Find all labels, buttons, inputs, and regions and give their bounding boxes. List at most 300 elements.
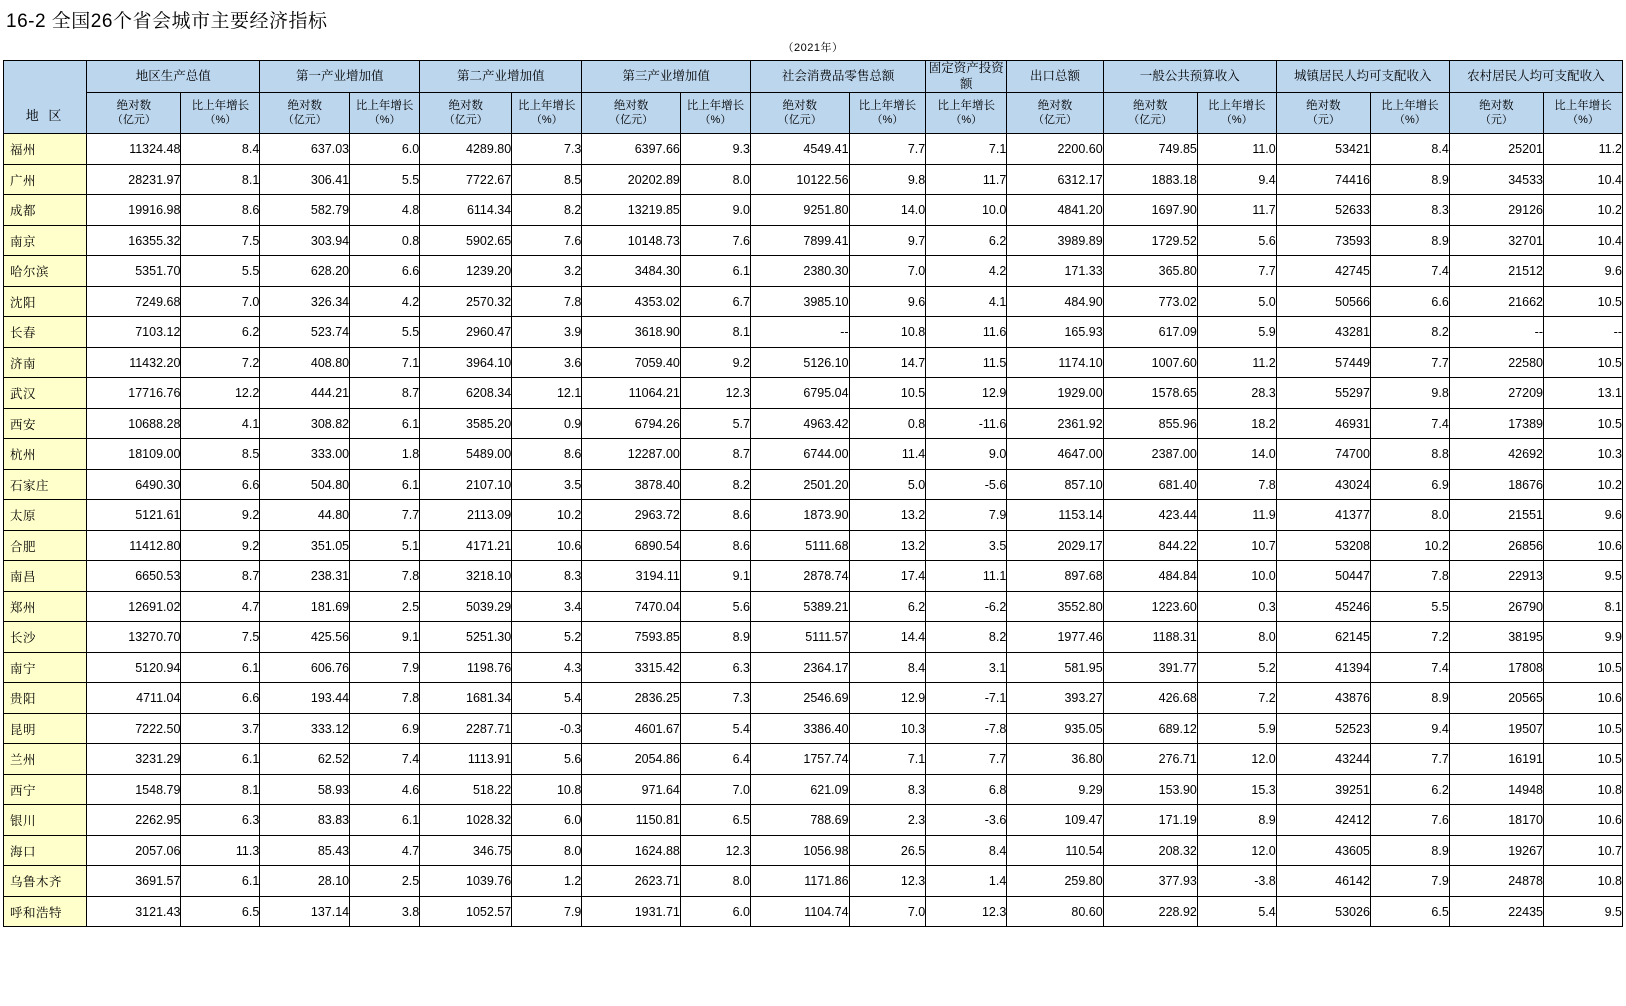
table-cell: 13270.70 [87, 622, 181, 653]
row-region-label: 海口 [4, 835, 87, 866]
table-cell: 17389 [1449, 408, 1543, 439]
table-cell: 10.0 [1197, 561, 1276, 592]
table-cell: 3585.20 [420, 408, 512, 439]
table-cell: 5126.10 [751, 347, 850, 378]
header-sub-row [4, 93, 1623, 134]
table-cell: 20565 [1449, 683, 1543, 714]
table-cell: 1052.57 [420, 896, 512, 927]
table-cell: 7.6 [1370, 805, 1449, 836]
row-region-label: 贵阳 [4, 683, 87, 714]
sub-label: 比上年增长 [937, 100, 996, 113]
table-cell: 4601.67 [582, 713, 681, 744]
table-cell: 3484.30 [582, 256, 681, 287]
table-row [4, 683, 1623, 714]
table-cell: 1929.00 [1007, 378, 1103, 409]
table-cell: 10.5 [1543, 744, 1622, 775]
table-cell: 6.3 [181, 805, 260, 836]
table-row [4, 896, 1623, 927]
table-cell: 6.5 [680, 805, 750, 836]
sub-label: 绝对数 [448, 100, 483, 113]
table-cell: 1171.86 [751, 866, 850, 897]
table-cell: 5039.29 [420, 591, 512, 622]
sub-unit: （亿元） [777, 113, 822, 126]
row-region-label: 昆明 [4, 713, 87, 744]
table-cell: 2878.74 [751, 561, 850, 592]
table-cell: 7059.40 [582, 347, 681, 378]
table-cell: 18676 [1449, 469, 1543, 500]
table-cell: 9.6 [1543, 500, 1622, 531]
table-cell: -11.6 [926, 408, 1007, 439]
table-cell: 7.4 [350, 744, 420, 775]
table-cell: 18.2 [1197, 408, 1276, 439]
table-cell: 3985.10 [751, 286, 850, 317]
table-row [4, 744, 1623, 775]
table-cell: 171.19 [1103, 805, 1197, 836]
table-cell: 259.80 [1007, 866, 1103, 897]
row-region-label: 济南 [4, 347, 87, 378]
table-cell: 21551 [1449, 500, 1543, 531]
table-cell: 6.9 [350, 713, 420, 744]
table-cell: 6.1 [181, 744, 260, 775]
header-group-gdp: 地区生产总值 [87, 61, 260, 93]
table-cell: 9.29 [1007, 774, 1103, 805]
table-cell: 5.4 [1197, 896, 1276, 927]
table-cell: 749.85 [1103, 134, 1197, 165]
table-cell: 9.4 [1197, 164, 1276, 195]
sub-unit: （亿元） [282, 113, 327, 126]
table-row [4, 622, 1623, 653]
table-cell: 34533 [1449, 164, 1543, 195]
header-sub-secondary-growth [512, 93, 582, 134]
table-cell: 1174.10 [1007, 347, 1103, 378]
table-cell: 19267 [1449, 835, 1543, 866]
table-row [4, 408, 1623, 439]
table-cell: 19916.98 [87, 195, 181, 226]
table-cell: 7249.68 [87, 286, 181, 317]
table-cell: 8.9 [1370, 835, 1449, 866]
table-cell: 7.8 [1370, 561, 1449, 592]
table-cell: 24878 [1449, 866, 1543, 897]
table-cell: 346.75 [420, 835, 512, 866]
table-cell: 2546.69 [751, 683, 850, 714]
table-cell: 11.2 [1197, 347, 1276, 378]
table-cell: 3.8 [350, 896, 420, 927]
table-row [4, 439, 1623, 470]
table-cell: 6.1 [680, 256, 750, 287]
table-cell: 3691.57 [87, 866, 181, 897]
table-cell: 7.9 [1370, 866, 1449, 897]
table-cell: 14.0 [849, 195, 926, 226]
header-sub-tertiary-abs [582, 93, 681, 134]
sub-unit: （亿元） [443, 113, 488, 126]
table-cell: 1873.90 [751, 500, 850, 531]
table-cell: 2960.47 [420, 317, 512, 348]
table-cell: 2262.95 [87, 805, 181, 836]
table-cell: 11.6 [926, 317, 1007, 348]
table-cell: 17808 [1449, 652, 1543, 683]
sub-label: 绝对数 [116, 100, 152, 113]
table-cell: 8.1 [181, 164, 260, 195]
sub-label: 比上年增长 [191, 100, 250, 113]
table-row [4, 500, 1623, 531]
sub-label: 比上年增长 [518, 100, 576, 113]
table-cell: 171.33 [1007, 256, 1103, 287]
table-cell: 3989.89 [1007, 225, 1103, 256]
table-cell: 12.0 [1197, 835, 1276, 866]
table-cell: 10.6 [1543, 805, 1622, 836]
table-cell: 11.2 [1543, 134, 1622, 165]
row-region-label: 成都 [4, 195, 87, 226]
table-cell: 7.1 [926, 134, 1007, 165]
table-cell: 7.2 [1197, 683, 1276, 714]
table-cell: 1150.81 [582, 805, 681, 836]
header-sub-urban-income-growth [1370, 93, 1449, 134]
table-cell: 43024 [1276, 469, 1370, 500]
table-cell: 10.5 [1543, 408, 1622, 439]
table-cell: 7.4 [1370, 256, 1449, 287]
table-cell: 3.9 [512, 317, 582, 348]
table-cell: 53421 [1276, 134, 1370, 165]
table-cell: 2836.25 [582, 683, 681, 714]
table-cell: 238.31 [260, 561, 350, 592]
table-cell: 2387.00 [1103, 439, 1197, 470]
table-cell: 3218.10 [420, 561, 512, 592]
header-sub-retail-growth [849, 93, 926, 134]
header-sub-gdp-growth [181, 93, 260, 134]
table-cell: 165.93 [1007, 317, 1103, 348]
table-cell: 9.1 [680, 561, 750, 592]
table-cell: 7722.67 [420, 164, 512, 195]
table-cell: 4.3 [512, 652, 582, 683]
table-cell: 4171.21 [420, 530, 512, 561]
table-cell: 7.9 [350, 652, 420, 683]
table-cell: 11.7 [926, 164, 1007, 195]
table-cell: 8.8 [1370, 439, 1449, 470]
row-region-label: 呼和浩特 [4, 896, 87, 927]
table-cell: 7222.50 [87, 713, 181, 744]
table-cell: 7.7 [1197, 256, 1276, 287]
table-cell: 7.7 [350, 500, 420, 531]
table-cell: 6.2 [181, 317, 260, 348]
table-cell: -- [1449, 317, 1543, 348]
table-cell: 5.5 [350, 317, 420, 348]
header-sub-primary-abs [260, 93, 350, 134]
sub-unit: （%） [871, 113, 904, 126]
table-cell: 62145 [1276, 622, 1370, 653]
table-cell: 7.9 [512, 896, 582, 927]
sub-label: 绝对数 [287, 100, 322, 113]
header-sub-exports-abs [1007, 93, 1103, 134]
table-cell: 10.4 [1543, 164, 1622, 195]
table-cell: 8.2 [1370, 317, 1449, 348]
table-cell: 8.6 [181, 195, 260, 226]
table-cell: 10.2 [512, 500, 582, 531]
table-cell: 857.10 [1007, 469, 1103, 500]
sub-label: 绝对数 [1306, 100, 1341, 113]
table-cell: 0.9 [512, 408, 582, 439]
table-cell: 14.7 [849, 347, 926, 378]
table-cell: 58.93 [260, 774, 350, 805]
table-cell: 5.5 [350, 164, 420, 195]
table-cell: 41377 [1276, 500, 1370, 531]
table-cell: 365.80 [1103, 256, 1197, 287]
table-row [4, 134, 1623, 165]
table-cell: 484.90 [1007, 286, 1103, 317]
table-cell: 14948 [1449, 774, 1543, 805]
table-cell: 333.00 [260, 439, 350, 470]
header-sub-retail-abs [751, 93, 850, 134]
table-cell: 1.8 [350, 439, 420, 470]
table-cell: 3552.80 [1007, 591, 1103, 622]
table-cell: 10.5 [1543, 347, 1622, 378]
header-group-row [4, 61, 1623, 93]
table-cell: 935.05 [1007, 713, 1103, 744]
table-cell: 9.5 [1543, 561, 1622, 592]
table-cell: -6.2 [926, 591, 1007, 622]
table-cell: 22913 [1449, 561, 1543, 592]
table-cell: 303.94 [260, 225, 350, 256]
table-cell: 5351.70 [87, 256, 181, 287]
table-cell: 21512 [1449, 256, 1543, 287]
table-cell: 773.02 [1103, 286, 1197, 317]
table-cell: 46931 [1276, 408, 1370, 439]
table-cell: -3.6 [926, 805, 1007, 836]
table-cell: 10.8 [1543, 774, 1622, 805]
table-cell: 3194.11 [582, 561, 681, 592]
table-cell: 276.71 [1103, 744, 1197, 775]
table-cell: 423.44 [1103, 500, 1197, 531]
table-cell: 43605 [1276, 835, 1370, 866]
table-cell: 12.3 [680, 835, 750, 866]
table-cell: 11.7 [1197, 195, 1276, 226]
table-row [4, 713, 1623, 744]
table-cell: 1931.71 [582, 896, 681, 927]
table-cell: 621.09 [751, 774, 850, 805]
table-cell: 7.5 [181, 622, 260, 653]
table-cell: 8.6 [512, 439, 582, 470]
row-region-label: 南昌 [4, 561, 87, 592]
table-cell: 3878.40 [582, 469, 681, 500]
table-cell: 6.5 [181, 896, 260, 927]
table-cell: 14.4 [849, 622, 926, 653]
table-cell: 7.5 [181, 225, 260, 256]
table-cell: 7.9 [926, 500, 1007, 531]
table-cell: 4.1 [181, 408, 260, 439]
table-cell: 6.0 [680, 896, 750, 927]
table-cell: 50447 [1276, 561, 1370, 592]
table-cell: 9.5 [1543, 896, 1622, 927]
table-cell: 12.0 [1197, 744, 1276, 775]
table-cell: 8.3 [849, 774, 926, 805]
table-cell: 3386.40 [751, 713, 850, 744]
table-cell: 6.3 [680, 652, 750, 683]
header-sub-secondary-abs [420, 93, 512, 134]
table-cell: 25201 [1449, 134, 1543, 165]
table-cell: 7.2 [1370, 622, 1449, 653]
table-cell: 228.92 [1103, 896, 1197, 927]
table-cell: 6.8 [926, 774, 1007, 805]
table-head [4, 61, 1623, 134]
table-cell: 4.2 [926, 256, 1007, 287]
table-cell: 52633 [1276, 195, 1370, 226]
table-cell: 9.0 [926, 439, 1007, 470]
table-cell: 326.34 [260, 286, 350, 317]
table-cell: 2963.72 [582, 500, 681, 531]
table-cell: 5489.00 [420, 439, 512, 470]
table-cell: 5902.65 [420, 225, 512, 256]
header-group-urban-income: 城镇居民人均可支配收入 [1276, 61, 1449, 93]
table-cell: 73593 [1276, 225, 1370, 256]
row-region-label: 合肥 [4, 530, 87, 561]
table-cell: 208.32 [1103, 835, 1197, 866]
table-cell: 2501.20 [751, 469, 850, 500]
table-cell: 1153.14 [1007, 500, 1103, 531]
table-cell: 1007.60 [1103, 347, 1197, 378]
table-cell: 484.84 [1103, 561, 1197, 592]
table-cell: 4841.20 [1007, 195, 1103, 226]
table-row [4, 591, 1623, 622]
table-cell: 4.2 [350, 286, 420, 317]
table-cell: 897.68 [1007, 561, 1103, 592]
table-cell: 2057.06 [87, 835, 181, 866]
table-cell: 36.80 [1007, 744, 1103, 775]
table-cell: 5.6 [1197, 225, 1276, 256]
table-cell: 4.8 [350, 195, 420, 226]
table-cell: 5389.21 [751, 591, 850, 622]
table-row [4, 225, 1623, 256]
table-cell: 4.7 [350, 835, 420, 866]
header-group-tertiary-industry: 第三产业增加值 [582, 61, 751, 93]
table-cell: 1548.79 [87, 774, 181, 805]
row-region-label: 南宁 [4, 652, 87, 683]
table-cell: 7.6 [680, 225, 750, 256]
table-cell: 20202.89 [582, 164, 681, 195]
row-region-label: 兰州 [4, 744, 87, 775]
table-cell: 7.0 [181, 286, 260, 317]
table-cell: 43876 [1276, 683, 1370, 714]
table-cell: 582.79 [260, 195, 350, 226]
table-cell: 1.2 [512, 866, 582, 897]
table-cell: 4.7 [181, 591, 260, 622]
sub-label: 比上年增长 [355, 100, 414, 113]
table-cell: 38195 [1449, 622, 1543, 653]
table-cell: 8.6 [680, 530, 750, 561]
table-cell: 4647.00 [1007, 439, 1103, 470]
table-cell: 5.6 [680, 591, 750, 622]
sub-label: 绝对数 [613, 100, 649, 113]
table-cell: 4353.02 [582, 286, 681, 317]
header-group-secondary-industry: 第二产业增加值 [420, 61, 582, 93]
table-cell: 6.5 [1370, 896, 1449, 927]
table-cell: 5.2 [512, 622, 582, 653]
sub-label: 绝对数 [1479, 100, 1514, 113]
header-sub-rural-income-abs [1449, 93, 1543, 134]
table-cell: 4.1 [926, 286, 1007, 317]
sub-unit: （亿元） [1032, 113, 1077, 126]
table-cell: 681.40 [1103, 469, 1197, 500]
table-cell: 689.12 [1103, 713, 1197, 744]
table-cell: 6.1 [181, 866, 260, 897]
table-cell: 788.69 [751, 805, 850, 836]
table-cell: 2364.17 [751, 652, 850, 683]
sub-unit: （%） [699, 113, 732, 126]
table-cell: 10.7 [1197, 530, 1276, 561]
table-row [4, 774, 1623, 805]
table-cell: 17.4 [849, 561, 926, 592]
table-cell: 306.41 [260, 164, 350, 195]
table-row [4, 164, 1623, 195]
table-cell: 1104.74 [751, 896, 850, 927]
table-cell: 1239.20 [420, 256, 512, 287]
table-cell: 17716.76 [87, 378, 181, 409]
table-row [4, 652, 1623, 683]
row-region-label: 银川 [4, 805, 87, 836]
table-cell: 6208.34 [420, 378, 512, 409]
header-sub-gdp-abs [87, 93, 181, 134]
table-row [4, 835, 1623, 866]
table-cell: 408.80 [260, 347, 350, 378]
table-cell: 8.3 [512, 561, 582, 592]
table-cell: 109.47 [1007, 805, 1103, 836]
table-cell: 43281 [1276, 317, 1370, 348]
row-region-label: 沈阳 [4, 286, 87, 317]
table-cell: 8.9 [1370, 683, 1449, 714]
table-cell: 7.0 [849, 896, 926, 927]
sub-unit: （元） [1306, 113, 1340, 126]
table-cell: 581.95 [1007, 652, 1103, 683]
table-cell: 7.1 [849, 744, 926, 775]
table-cell: 2200.60 [1007, 134, 1103, 165]
table-cell: -- [1543, 317, 1622, 348]
table-cell: 6.7 [680, 286, 750, 317]
table-cell: 0.3 [1197, 591, 1276, 622]
table-cell: 85.43 [260, 835, 350, 866]
row-region-label: 南京 [4, 225, 87, 256]
table-cell: 10.2 [1543, 195, 1622, 226]
table-cell: 9.4 [1370, 713, 1449, 744]
table-cell: 22435 [1449, 896, 1543, 927]
table-cell: 10.5 [1543, 652, 1622, 683]
sub-label: 比上年增长 [1554, 100, 1612, 113]
table-cell: 29126 [1449, 195, 1543, 226]
table-cell: 7.4 [1370, 652, 1449, 683]
table-cell: 41394 [1276, 652, 1370, 683]
header-group-primary-industry: 第一产业增加值 [260, 61, 420, 93]
table-cell: 6490.30 [87, 469, 181, 500]
table-cell: 2361.92 [1007, 408, 1103, 439]
sub-label: 绝对数 [1037, 100, 1073, 113]
table-cell: 1198.76 [420, 652, 512, 683]
table-cell: 4549.41 [751, 134, 850, 165]
table-row [4, 347, 1623, 378]
table-cell: 2.3 [849, 805, 926, 836]
table-cell: 425.56 [260, 622, 350, 653]
table-cell: 3.4 [512, 591, 582, 622]
table-cell: 50566 [1276, 286, 1370, 317]
table-cell: 7.7 [926, 744, 1007, 775]
table-cell: 10.2 [1370, 530, 1449, 561]
table-cell: 42745 [1276, 256, 1370, 287]
table-cell: 12.3 [680, 378, 750, 409]
table-cell: 6.6 [1370, 286, 1449, 317]
header-sub-tertiary-growth [680, 93, 750, 134]
table-cell: 83.83 [260, 805, 350, 836]
table-cell: 22580 [1449, 347, 1543, 378]
table-cell: 10148.73 [582, 225, 681, 256]
table-cell: 16191 [1449, 744, 1543, 775]
table-cell: 8.0 [680, 164, 750, 195]
table-cell: 7.7 [849, 134, 926, 165]
